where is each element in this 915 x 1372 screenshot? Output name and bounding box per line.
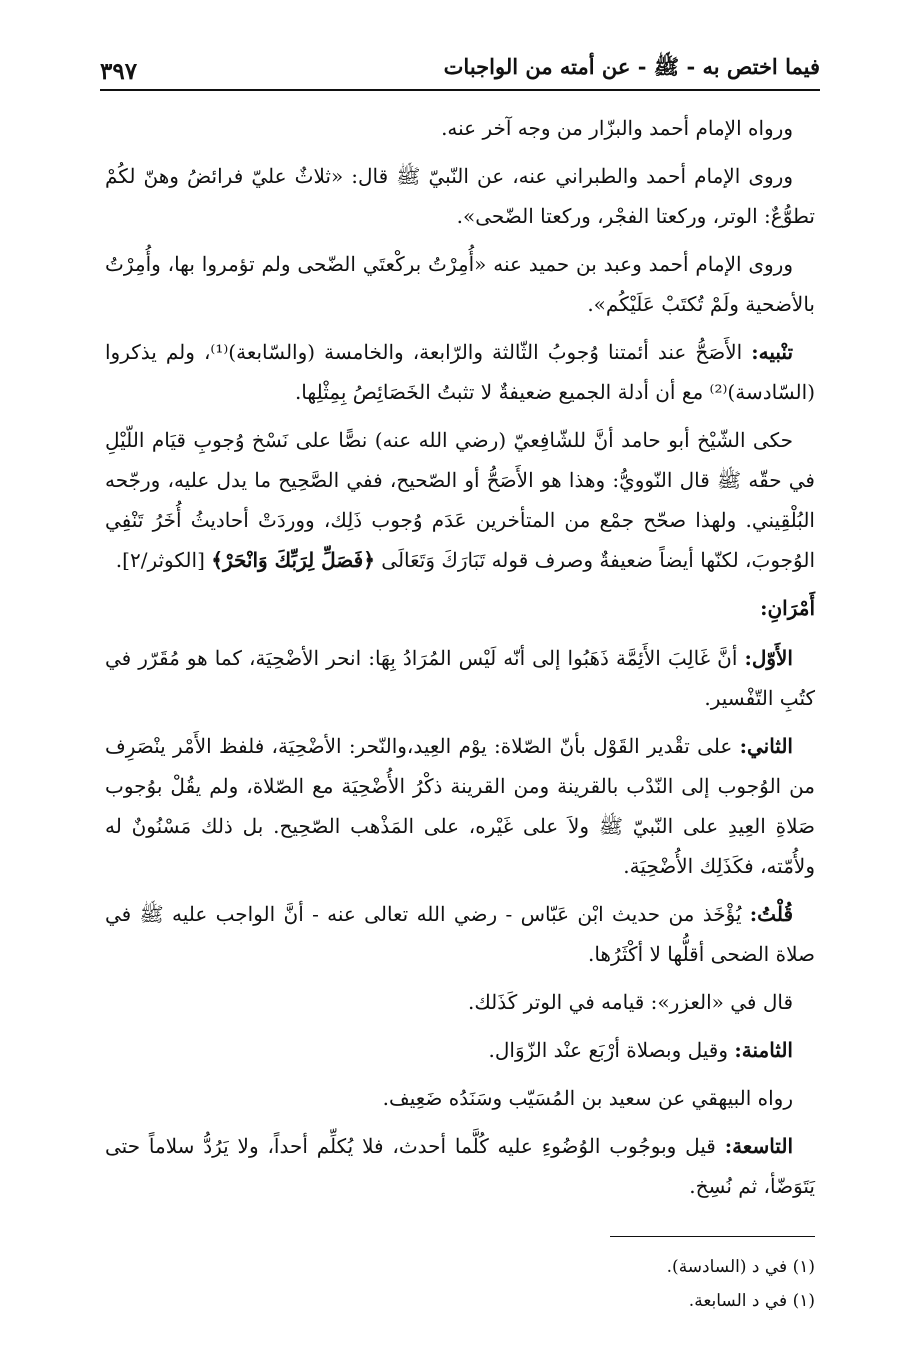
paragraph [105, 420, 815, 580]
footnotes [105, 1250, 815, 1318]
paragraph-text: ورواه الإمام أحمد والبزّار من وجه آخر عنه. [441, 116, 793, 140]
paragraph-lead: قُلْتُ: [749, 902, 793, 926]
paragraph-text: الأَصَحُّ عند أئمتنا وُجوبُ الثّالثة والرّابعة، والخامسة (والسّابعة)⁽¹⁾، ولم يذكروا (السّادسة)⁽²⁾ مع أن أدلة الجميع ضعيفةٌ لا تثبتُ الخَصَائِصُ بِمِثْلِها. [105, 340, 815, 404]
paragraph-text: وروى الإمام أحمد والطبراني عنه، عن النّبيّ ﷺ قال: «ثلاثٌ عليّ فرائضُ وهنّ لكُمْ تطوُّعٌ: الوتر، وركعتا الفجْر، وركعتا الضّحى». [105, 164, 815, 228]
paragraph [105, 244, 815, 324]
footnote: (١) في د السابعة. [688, 1291, 815, 1311]
running-title: فيما اختص به - ﷺ - عن أمته من الواجبات [443, 54, 820, 79]
paragraph [105, 108, 815, 148]
paragraph-text: على تقْدير القَوْل بأنّ الصّلاة: يوْم العِيد،والنّحر: الأضْحِيَة، فلفظ الأَمْر ينْصَرِف من الوُجوب إلى النّدْب بالقرينة ومن القرينة ذكْرُ الأُضْحِيَة مع الصّلاة، ولم يقُلْ بوُجوب صَلاةِ العِيدِ على النّبيّ ﷺ ولاَ على غَيْره، على المَذْهب الصّحِيح. بل ذلك مَسْنُونٌ له ولأُمّته، فكَذَلِك الأُضْحِيَة. [105, 734, 815, 878]
paragraph [105, 894, 815, 974]
paragraph-lead: الأَوّل: [744, 646, 793, 670]
footnote-divider [610, 1236, 815, 1237]
paragraph-text: وروى الإمام أحمد وعبد بن حميد عنه «أُمِرْتُ بركْعتَي الضّحى ولم تؤمروا بها، وأُمِرْتُ بالأضحية ولَمْ تُكتَبْ عَلَيْكُم». [105, 252, 815, 316]
page-header [100, 55, 820, 91]
paragraph [105, 332, 815, 412]
paragraph-text: حكى الشّيْخ أبو حامد أنَّ للشّافِعيّ (رضي الله عنه) نصًّا على نَسْخ وُجوبِ قيَام اللّيْلِ في حقّه ﷺ قال النّوويُّ: وهذا هو الأَصَحُّ أو الصّحيح، ففي الصَّحِيح ما يدل عليه، ورجّحه البُلْقِيني. ولهذا صحّح جمْع من المتأخرين عَدَم وُجوب ذَلِك، ووردَتْ أحاديثُ أُخَرُ تَنْفِي الوُجوبَ، لكنّها أيضاً ضعيفةٌ وصرف قوله تَبَارَكَ وَتَعَالَى [105, 428, 815, 572]
quran-verse: ﴿فَصَلِّ لِرَبِّكَ وَانْحَرْ﴾ [211, 548, 375, 572]
paragraph-lead: التاسعة: [724, 1134, 793, 1158]
page-number: ٣٩٧ [100, 58, 138, 85]
paragraph-lead: الثاني: [739, 734, 793, 758]
section-heading [105, 588, 815, 628]
paragraph [105, 982, 815, 1022]
paragraph [105, 726, 815, 886]
paragraph [105, 1126, 815, 1206]
paragraph-text: قال في «العزر»: قيامه في الوتر كَذَلك. [467, 990, 793, 1014]
paragraph-text: يُؤْخَذ من حديث ابْن عَبّاس - رضي الله تعالى عنه - أنَّ الواجب عليه ﷺ في صلاة الضحى أقلُّها لا أكْثَرُها. [105, 902, 815, 966]
paragraph-text: أنَّ غَالِبَ الأَئِمَّة ذَهَبُوا إلى أنّه لَيْس المُرَادُ بِهَا: انحر الأضْحِيَة، كما هو مُقَرّر في كتُبِ التّفْسير. [105, 646, 815, 710]
paragraph-text: قيل وبوجُوب الوُضُوءِ عليه كُلَّما أحدث، فلا يُكلِّم أحداً، ولا يَرُدُّ سلاماً حتى يَتَوَضّأ، ثم نُسِخ. [105, 1134, 815, 1198]
paragraph [105, 1078, 815, 1118]
paragraph [105, 1030, 815, 1070]
paragraph-lead: تنْبيه: [751, 340, 794, 364]
verse-reference: [الكوثر/٢]. [115, 548, 205, 572]
paragraph-lead: الثامنة: [734, 1038, 793, 1062]
heading-text: أَمْرَانِ: [760, 596, 815, 620]
paragraph [105, 156, 815, 236]
paragraph-text: وقيل وبصلاة أرْبَع عنْد الزّوَال. [488, 1038, 728, 1062]
main-text [105, 108, 815, 1214]
footnote: (١) في د (السادسة). [666, 1257, 815, 1277]
paragraph-text: رواه البيهقي عن سعيد بن المُسَيّب وسَنَدُه ضَعِيف. [382, 1086, 793, 1110]
paragraph [105, 638, 815, 718]
